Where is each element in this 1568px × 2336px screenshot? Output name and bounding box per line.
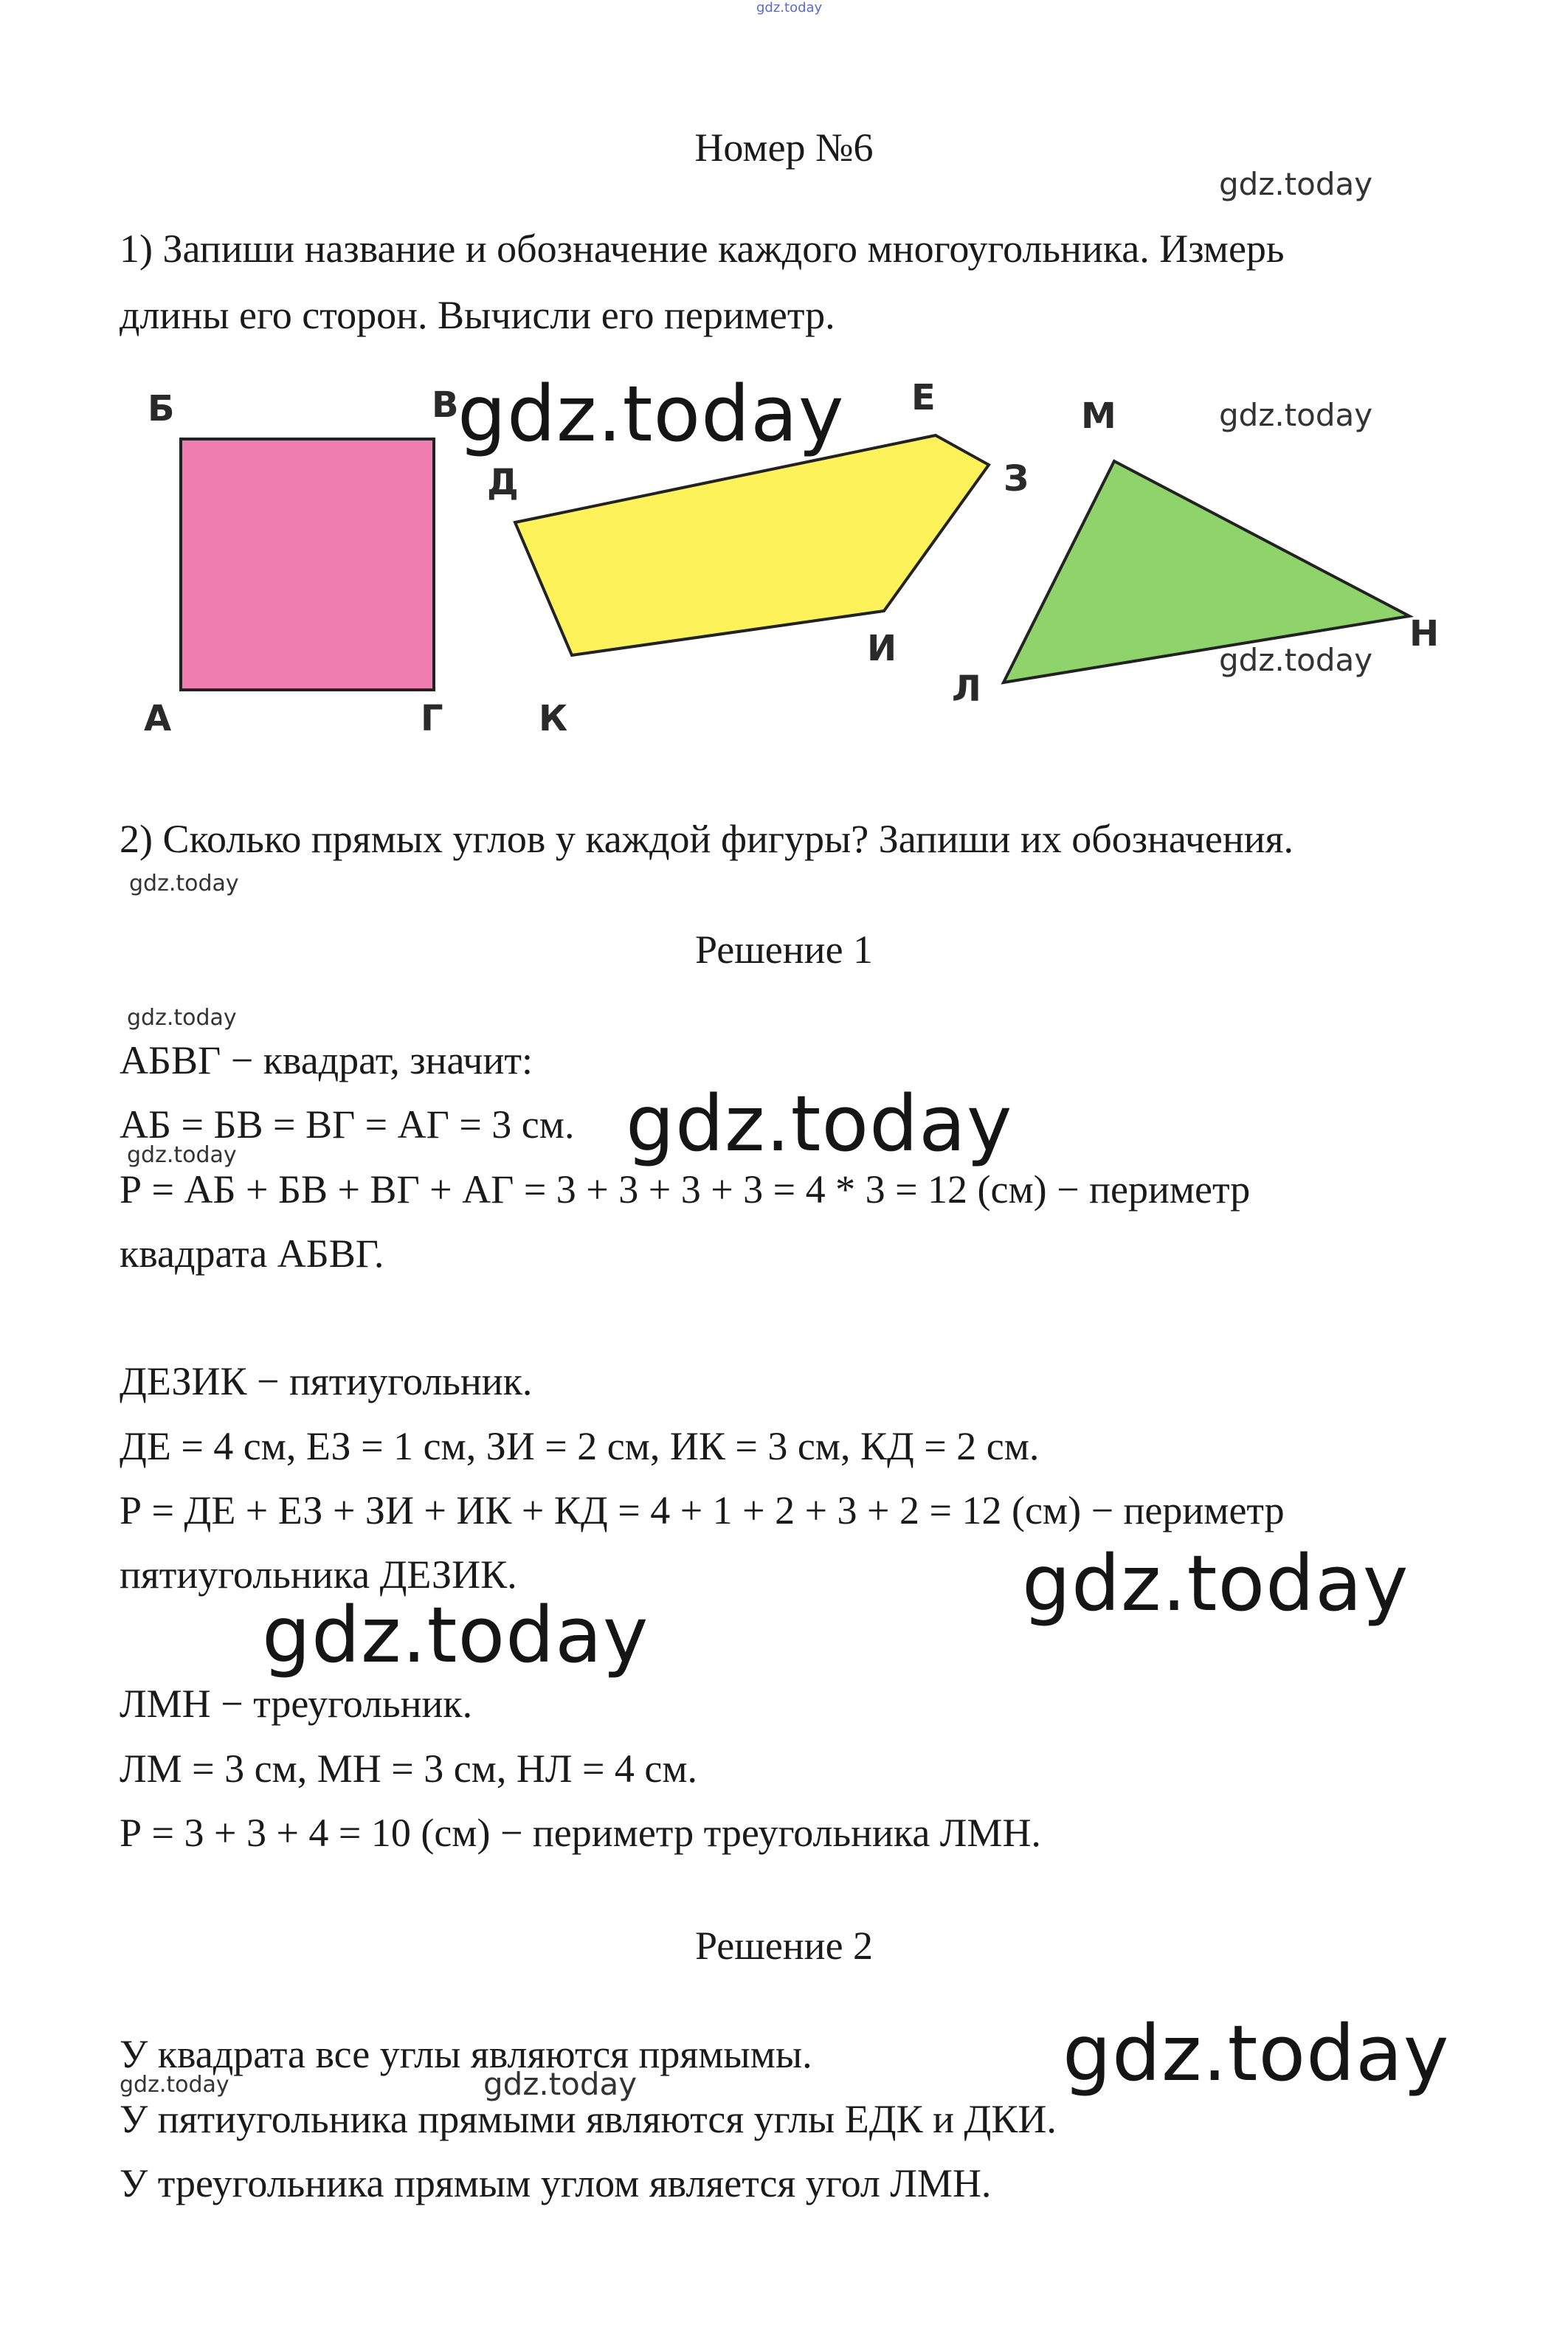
label-N: Н [1409,613,1440,654]
label-Z: З [1004,458,1029,500]
pentagon-shape [515,435,989,655]
label-D: Д [487,462,519,503]
square-shape [181,439,434,690]
pentagon-line-2: ДЕ = 4 см, ЕЗ = 1 см, ЗИ = 2 см, ИК = 3 см, КД = 2 см. [120,1424,1040,1468]
task1-line-1: 1) Запиши название и обозначение каждого многоугольника. Измерь [120,227,1285,271]
watermark: gdz.today [1219,397,1373,433]
watermark: gdz.today [127,1005,237,1031]
square-line-1: АБВГ − квадрат, значит: [120,1038,533,1082]
label-K: К [539,698,568,739]
pentagon-line-1: ДЕЗИК − пятиугольник. [120,1359,533,1403]
solution2-heading: Решение 2 [694,1924,874,1968]
watermark: gdz.today [626,1079,1013,1169]
watermark: gdz.today [483,2066,638,2102]
watermark: gdz.today [457,369,845,459]
solution2-line-3: У треугольника прямым углом является угол ЛМН. [120,2161,992,2205]
square-line-2: АБ = БВ = ВГ = АГ = 3 см. [120,1102,575,1147]
label-L: Л [952,668,981,710]
page-title: Номер №6 [694,125,874,170]
solution1-heading: Решение 1 [694,927,874,972]
pentagon-line-3: Р = ДЕ + ЕЗ + ЗИ + ИК + КД = 4 + 1 + 2 + 3 + 2 = 12 (см) − периметр [120,1488,1285,1532]
label-V: В [432,384,459,426]
task1-line-2: длины его сторон. Вычисли его периметр. [120,293,835,337]
square-line-4: квадрата АБВГ. [120,1231,384,1276]
watermark: gdz.today [1022,1538,1409,1628]
task2-text: 2) Сколько прямых углов у каждой фигуры? Запиши их обозначения. [120,817,1294,861]
watermark: gdz.today [129,871,239,896]
triangle-line-2: ЛМ = 3 см, МН = 3 см, НЛ = 4 см. [120,1746,698,1791]
watermark: gdz.today [1063,2008,1450,2098]
square-line-3: Р = АБ + БВ + ВГ + АГ = 3 + 3 + 3 + 3 = 4 * 3 = 12 (см) − периметр [120,1167,1251,1212]
solution2-line-1: У квадрата все углы являются прямымы. [120,2032,812,2076]
label-I: И [867,628,897,669]
watermark-top: gdz.today [756,0,823,15]
watermark: gdz.today [262,1590,649,1680]
watermark: gdz.today [120,2072,229,2098]
label-G: Г [421,698,443,739]
label-A: А [144,698,172,739]
triangle-line-1: ЛМН − треугольник. [120,1682,473,1726]
pentagon-line-4: пятиугольника ДЕЗИК. [120,1552,517,1597]
watermark: gdz.today [1219,642,1373,678]
label-E: Е [911,377,936,418]
watermark: gdz.today [127,1142,237,1168]
triangle-line-3: Р = 3 + 3 + 4 = 10 (см) − периметр треугольника ЛМН. [120,1811,1041,1855]
watermark: gdz.today [1219,166,1373,202]
solution2-line-2: У пятиугольника прямыми являются углы ЕДК и ДКИ. [120,2097,1057,2141]
label-M: М [1081,395,1116,437]
label-B: Б [148,388,175,429]
